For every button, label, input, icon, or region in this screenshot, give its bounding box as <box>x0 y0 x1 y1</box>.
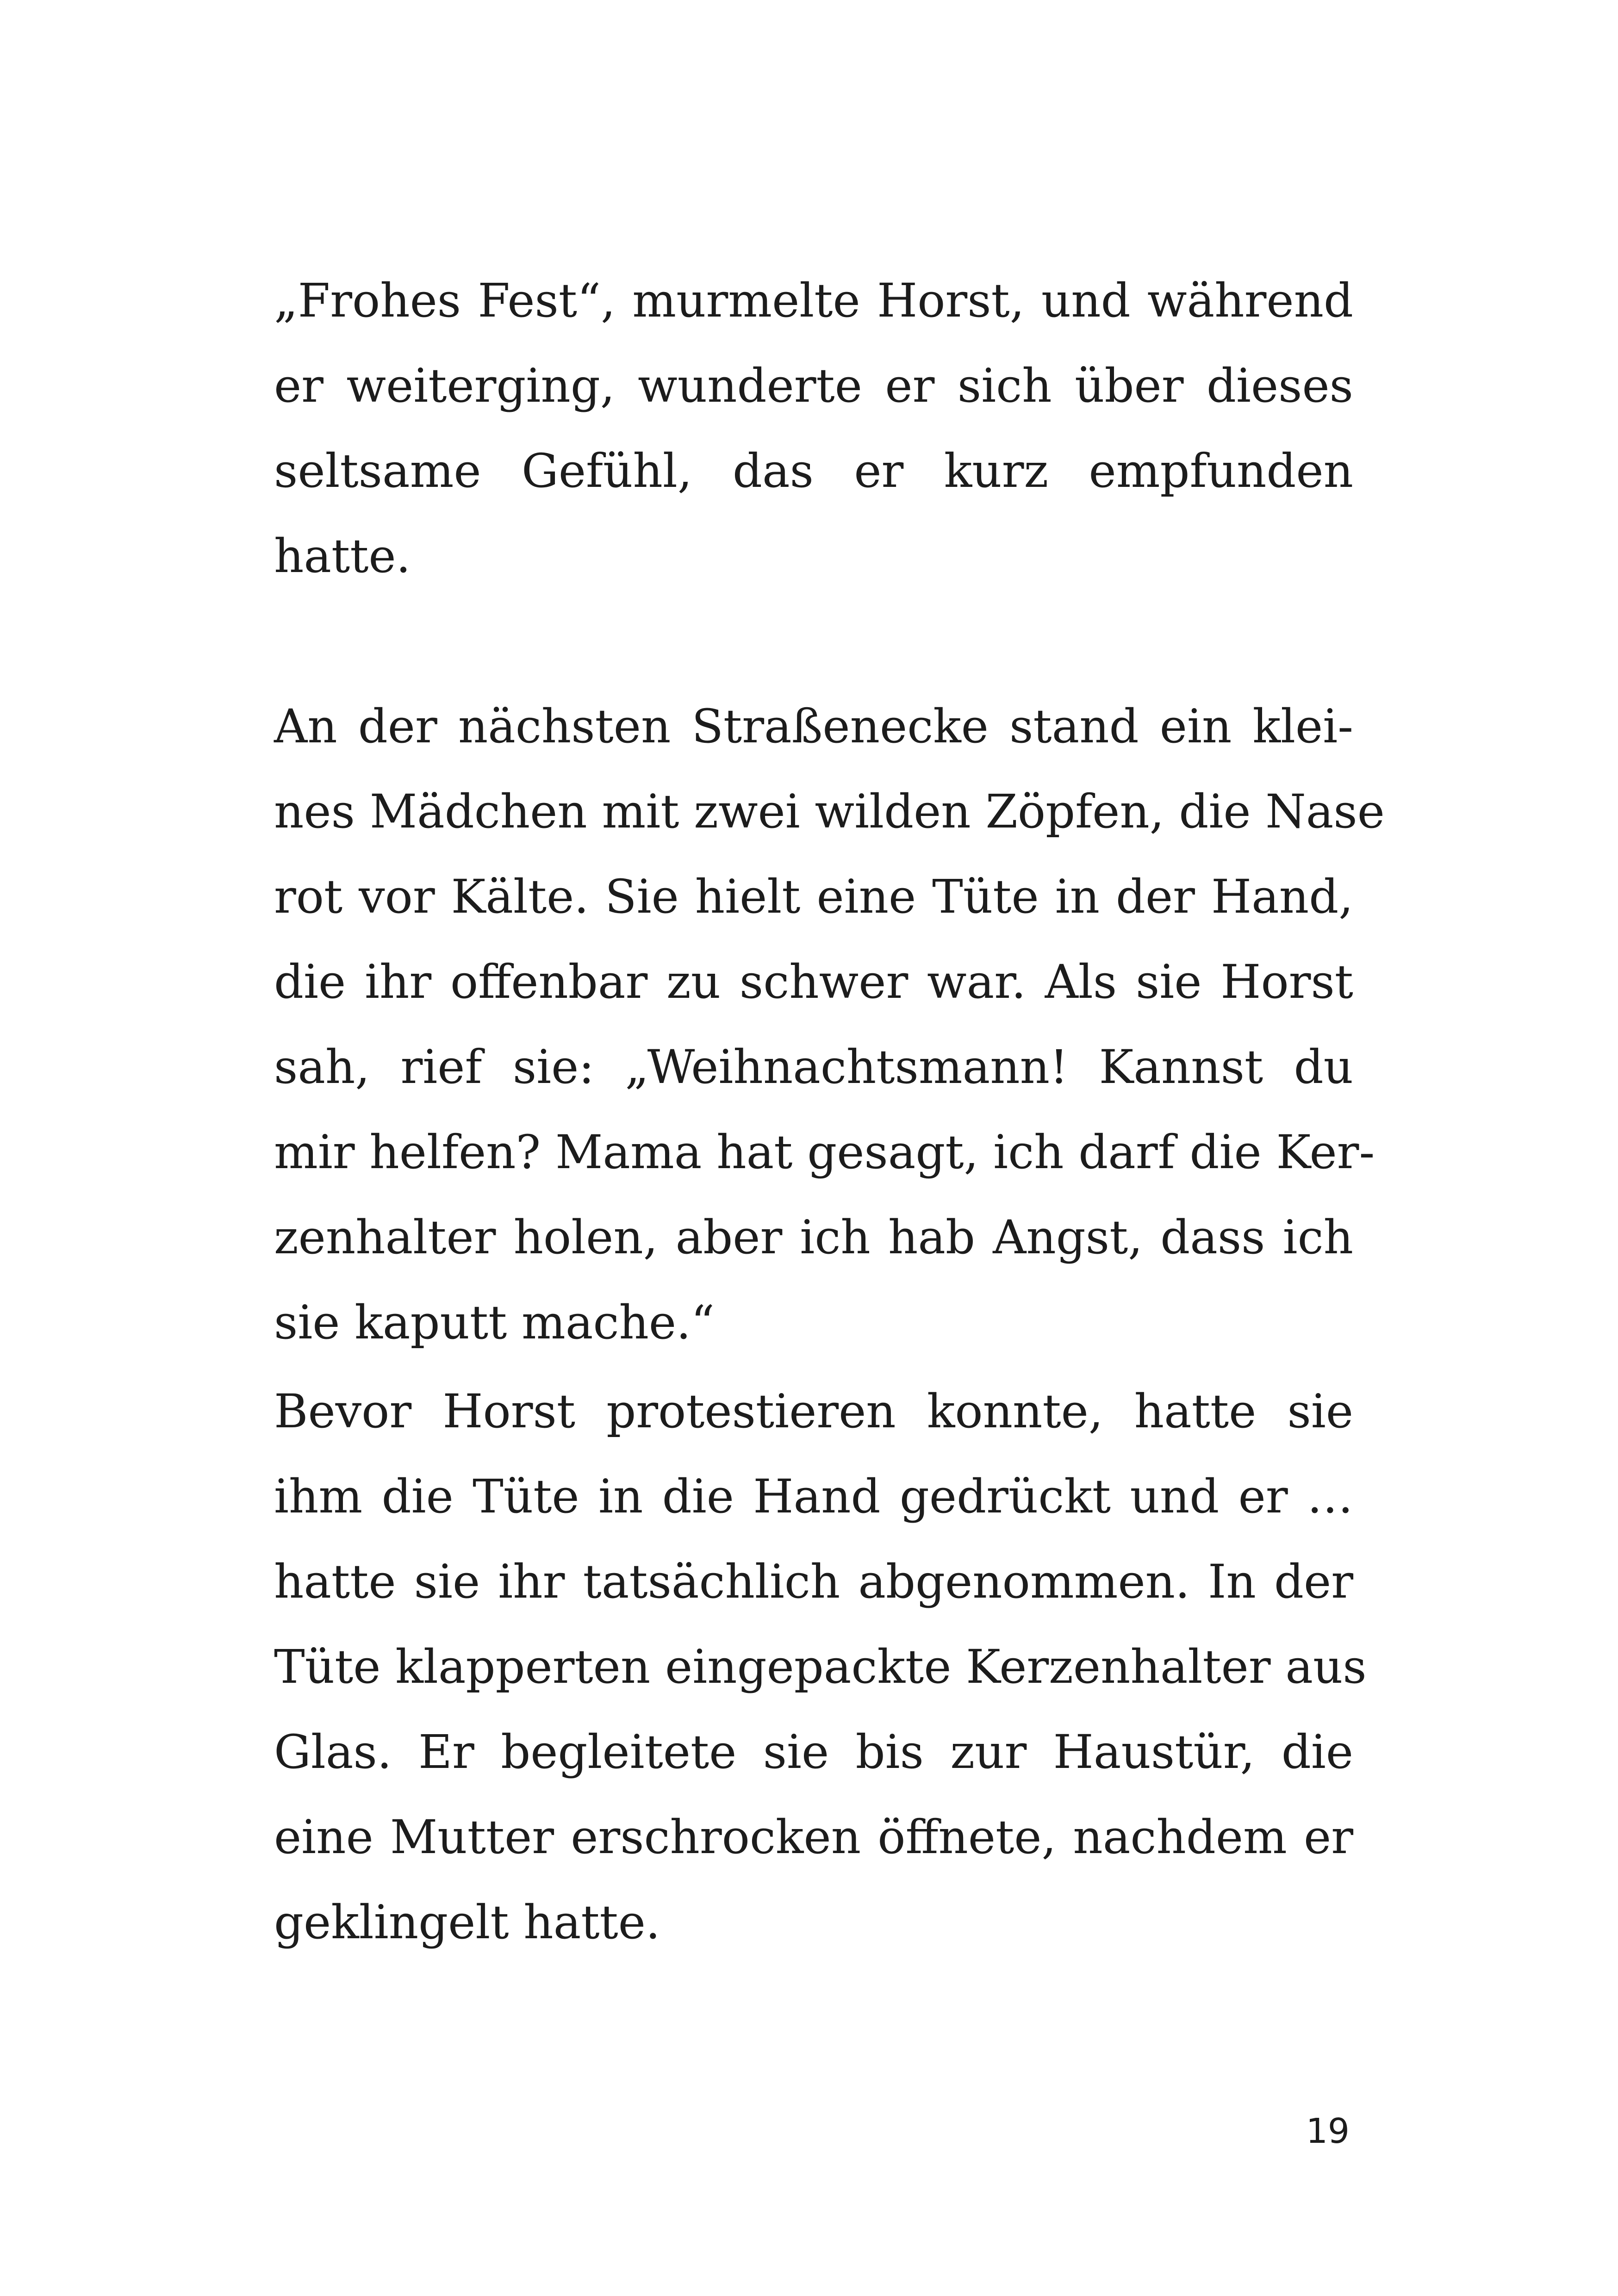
text-line: sah, rief sie: „Weihnachtsmann! Kannst du <box>274 1040 1353 1094</box>
text-line: Glas. Er begleitete sie bis zur Haustür, die <box>274 1725 1353 1779</box>
text-line: rot vor Kälte. Sie hielt eine Tüte in der Hand, <box>274 870 1353 924</box>
text-line: Bevor Horst protestieren konnte, hatte sie <box>274 1384 1353 1438</box>
text-line: „Frohes Fest“, murmelte Horst, und während <box>274 274 1353 328</box>
text-line: die ihr offenbar zu schwer war. Als sie Horst <box>274 955 1353 1009</box>
text-line: hatte. <box>274 529 411 583</box>
text-line: eine Mutter erschrocken öffnete, nachdem er <box>274 1810 1353 1864</box>
text-line: ihm die Tüte in die Hand gedrückt und er … <box>274 1469 1353 1524</box>
text-line: seltsame Gefühl, das er kurz empfunden <box>274 444 1353 498</box>
paragraph-1 <box>274 258 1353 599</box>
text-line: nes Mädchen mit zwei wilden Zöpfen, die Nase <box>274 784 1385 839</box>
paragraph-3 <box>274 1369 1367 1965</box>
text-line: zenhalter holen, aber ich hab Angst, dass ich <box>274 1210 1353 1264</box>
text-line: Tüte klapperten eingepackte Kerzenhalter aus <box>274 1640 1367 1694</box>
text-line: An der nächsten Straßenecke stand ein klei- <box>274 699 1353 753</box>
text-line: geklingelt hatte. <box>274 1895 660 1949</box>
text-line: mir helfen? Mama hat gesagt, ich darf die Ker- <box>274 1125 1375 1179</box>
page-number: 19 <box>1306 2111 1350 2151</box>
text-line: sie kaputt mache.“ <box>274 1295 715 1350</box>
paragraph-2 <box>274 684 1385 1365</box>
text-line: er weiterging, wunderte er sich über dieses <box>274 359 1353 413</box>
text-line: hatte sie ihr tatsächlich abgenommen. In der <box>274 1555 1353 1609</box>
